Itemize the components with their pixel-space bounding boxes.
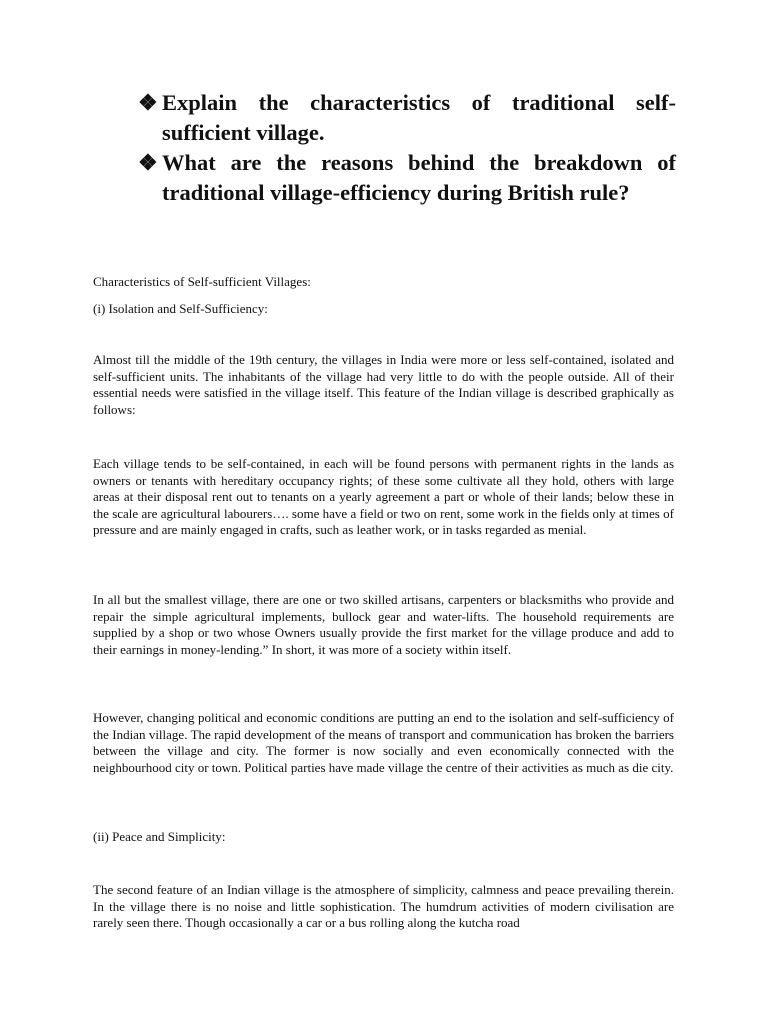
diamond-bullet-icon: ❖ (138, 90, 158, 115)
paragraph: Each village tends to be self-contained, in each will be found persons with permanent rights in the lands as owners or tenants with hereditary occupancy rights; of these some cultivate all they hold, others with large areas at their disposal rent out to tenants on a yearly agreement a part or whole of their lands; below these in the scale are agricultural labourers…. some have a field or two on rent, some work in the fields only at times of pressure and are mainly engaged in crafts, such as leather work, or in tasks regarded as menial. (93, 456, 674, 537)
question-text: What are the reasons behind the breakdown of traditional village-efficiency during British rule? (162, 150, 676, 205)
section-title: Characteristics of Self-sufficient Villages: (93, 274, 311, 289)
paragraph: The second feature of an Indian village is the atmosphere of simplicity, calmness and peace prevailing therein. In the village there is no noise and little sophistication. The humdrum activities of modern civilisation are rarely seen there. Though occasionally a car or a bus rolling along the kutcha road (93, 882, 674, 930)
subheading-peace: (ii) Peace and Simplicity: (93, 829, 226, 844)
paragraph: Almost till the middle of the 19th century, the villages in India were more or less self-contained, isolated and self-sufficient units. The inhabitants of the village had very little to do with the people outside. All of their essential needs were satisfied in the village itself. This feature of the Indian village is described graphically as follows: (93, 352, 674, 417)
question-item (138, 148, 676, 208)
paragraph: In all but the smallest village, there are one or two skilled artisans, carpenters or blacksmiths who provide and repair the simple agricultural implements, bullock gear and water-lifts. The household requirements are supplied by a shop or two whose Owners usually provide the first market for the village produce and add to their earnings in money-lending.” In short, it was more of a society within itself. (93, 592, 674, 657)
paragraph: However, changing political and economic conditions are putting an end to the isolation and self-sufficiency of the Indian village. The rapid development of the means of transport and communication has broken the barriers between the village and city. The former is now socially and even economically connected with the neighbourhood city or town. Political parties have made village the centre of their activities as much as die city. (93, 710, 674, 775)
diamond-bullet-icon: ❖ (138, 150, 158, 175)
question-list (138, 88, 676, 208)
subheading-isolation: (i) Isolation and Self-Sufficiency: (93, 301, 268, 316)
question-text: Explain the characteristics of traditional self-sufficient village. (162, 90, 676, 145)
question-item (138, 88, 676, 148)
